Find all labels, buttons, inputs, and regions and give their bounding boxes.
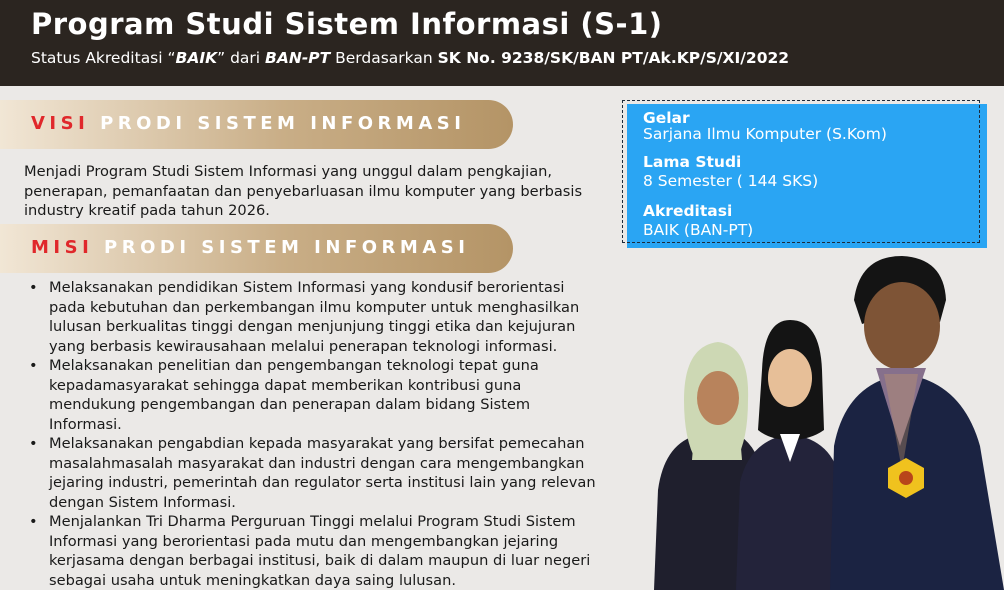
- status-sk-number: SK No. 9238/SK/BAN PT/Ak.KP/S/XI/2022: [437, 49, 790, 67]
- misi-item: [29, 356, 599, 434]
- students-photo: [640, 250, 1004, 590]
- misi-item: [29, 278, 599, 356]
- page-title: Program Studi Sistem Informasi (S-1): [31, 7, 663, 41]
- page-header: [0, 0, 1004, 86]
- status-berdasarkan: Berdasarkan: [330, 49, 438, 67]
- misi-list: [29, 278, 599, 590]
- visi-heading-rest: PRODI SISTEM INFORMASI: [89, 113, 466, 134]
- visi-heading-red: VISI: [31, 113, 90, 134]
- akreditasi-label: Akreditasi: [643, 202, 733, 220]
- gelar-label: Gelar: [643, 109, 690, 127]
- visi-heading: [31, 113, 465, 134]
- bullet-icon: •: [29, 357, 38, 374]
- misi-heading-rest: PRODI SISTEM INFORMASI: [93, 237, 470, 258]
- accreditation-status: [31, 49, 789, 67]
- bullet-icon: •: [29, 435, 38, 452]
- bullet-icon: •: [29, 513, 38, 530]
- lama-studi-value: 8 Semester ( 144 SKS): [643, 172, 819, 190]
- misi-heading-banner: [0, 224, 513, 273]
- misi-item-text: Menjalankan Tri Dharma Perguruan Tinggi melalui Program Studi Sistem Informasi yang berorientasi pada mutu dan mengembangkan jejaring kerjasama dengan berbagai institusi, baik di dalam maupun di luar negeri sebagai usaha untuk meningkatkan daya saing lulusan.: [49, 513, 591, 589]
- status-banpt: BAN-PT: [265, 49, 331, 67]
- misi-item-text: Melaksanakan pengabdian kepada masyarakat yang bersifat pemecahan masalahmasalah masyarakat dan industri dengan cara mengembangkan jejaring industri, pemerintah dan regulator serta institusi lain yang relevan dengan Sistem Informasi.: [49, 435, 596, 511]
- visi-heading-banner: [0, 100, 513, 149]
- status-prefix: Status Akreditasi “: [31, 49, 176, 67]
- misi-heading: [31, 237, 469, 258]
- visi-text: Menjadi Program Studi Sistem Informasi yang unggul dalam pengkajian, penerapan, pemanfaatan dan penyebarluasan ilmu komputer yang berbasis industry kreatif pada tahun 2026.: [24, 163, 583, 219]
- lama-studi-label: Lama Studi: [643, 153, 742, 171]
- status-baik: BAIK: [175, 49, 218, 67]
- misi-heading-red: MISI: [31, 237, 94, 258]
- status-mid: ” dari: [217, 49, 266, 67]
- akreditasi-value: BAIK (BAN-PT): [643, 221, 754, 239]
- misi-item-text: Melaksanakan pendidikan Sistem Informasi yang kondusif berorientasi pada kebutuhan dan perkembangan ilmu komputer untuk menghasilkan lulusan berkualitas tinggi dengan menjunjung tinggi etika dan kejujuran yang berbasis kewirausahaan melalui penerapan teknologi informasi.: [49, 279, 580, 355]
- misi-item: [29, 512, 599, 590]
- misi-item-text: Melaksanakan penelitian dan pengembangan teknologi tepat guna kepadamasyarakat sehingga dapat memberikan kontribusi guna mendukung pengembangan dan penerapan dalam bidang Sistem Informasi.: [49, 357, 539, 433]
- misi-item: [29, 434, 599, 512]
- info-box-dashed-frame: [622, 100, 980, 243]
- gelar-value: Sarjana Ilmu Komputer (S.Kom): [643, 125, 887, 143]
- bullet-icon: •: [29, 279, 38, 296]
